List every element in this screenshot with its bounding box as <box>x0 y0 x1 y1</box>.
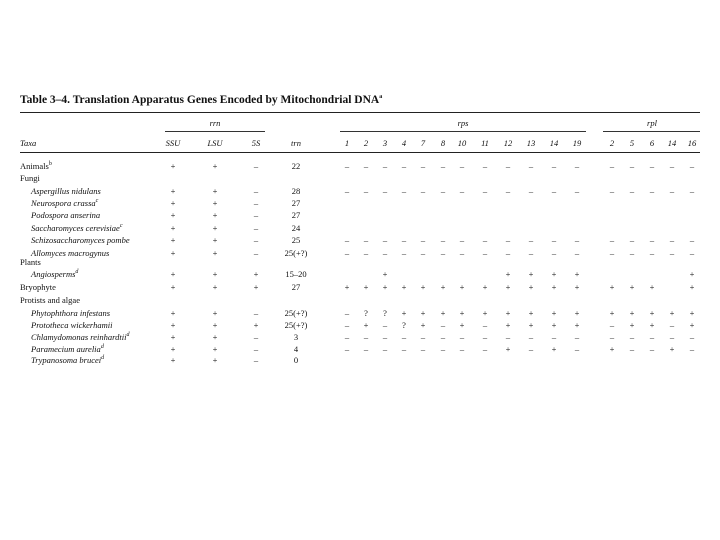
cell-ssu: + <box>170 235 176 245</box>
cell-5s: – <box>253 198 259 208</box>
cell-rps: + <box>401 282 407 292</box>
header-rule <box>20 152 700 153</box>
cell-rps: – <box>528 248 534 258</box>
cell-rps: + <box>551 320 557 330</box>
cell-rps: + <box>382 282 388 292</box>
cell-rps: + <box>505 344 511 354</box>
cell-rps: + <box>459 308 465 318</box>
group-rule-rpl <box>603 131 700 132</box>
cell-rpl: – <box>649 344 655 354</box>
taxon-label <box>31 211 100 220</box>
cell-rpl: + <box>669 308 675 318</box>
cell-rpl: – <box>669 235 675 245</box>
header-rps-2: 2 <box>363 138 369 148</box>
cell-lsu: + <box>212 223 218 233</box>
header-rps-19: 19 <box>572 138 582 148</box>
cell-ssu: + <box>170 320 176 330</box>
cell-ssu: + <box>170 282 176 292</box>
cell-lsu: + <box>212 210 218 220</box>
cell-trn: 15–20 <box>285 269 307 279</box>
cell-rpl: + <box>629 308 635 318</box>
header-rps-1: 1 <box>344 138 350 148</box>
cell-trn: 22 <box>291 161 301 171</box>
cell-rps: + <box>574 320 580 330</box>
cell-rpl: – <box>609 248 615 258</box>
cell-lsu: + <box>212 161 218 171</box>
title-footnote-mark: a <box>379 94 383 101</box>
cell-5s: – <box>253 235 259 245</box>
cell-trn: 25(+?) <box>284 320 308 330</box>
taxon-name: Allomyces macrogynus <box>31 248 110 258</box>
cell-rps: – <box>382 235 388 245</box>
taxon-name: Protists and algae <box>20 295 80 305</box>
header-ssu: SSU <box>165 138 181 148</box>
cell-rps: – <box>459 344 465 354</box>
cell-5s: – <box>253 161 259 171</box>
cell-rps: – <box>551 186 557 196</box>
group-label-rpl: rpl <box>647 118 657 128</box>
cell-lsu: + <box>212 235 218 245</box>
cell-ssu: + <box>170 355 176 365</box>
taxon-label <box>31 356 104 365</box>
cell-rps: – <box>344 344 350 354</box>
taxon-name: Bryophyte <box>20 282 56 292</box>
cell-rpl: – <box>609 186 615 196</box>
cell-rpl: – <box>629 332 635 342</box>
header-rps-8: 8 <box>440 138 446 148</box>
cell-rpl: + <box>609 282 615 292</box>
footnote-mark: d <box>100 344 104 351</box>
cell-rpl: – <box>649 186 655 196</box>
cell-rps: – <box>482 320 488 330</box>
cell-rps: + <box>482 282 488 292</box>
cell-ssu: + <box>170 161 176 171</box>
cell-rps: – <box>528 186 534 196</box>
cell-rpl: + <box>649 282 655 292</box>
cell-rps: + <box>528 282 534 292</box>
cell-rpl: – <box>669 332 675 342</box>
top-rule <box>20 112 700 113</box>
cell-5s: – <box>253 248 259 258</box>
cell-lsu: + <box>212 355 218 365</box>
taxon-name: Aspergillus nidulans <box>31 186 101 196</box>
cell-rps: + <box>482 308 488 318</box>
header-rpl-16: 16 <box>687 138 697 148</box>
cell-rps: – <box>574 248 580 258</box>
cell-rps: – <box>382 320 388 330</box>
cell-rps: + <box>420 320 426 330</box>
cell-rps: – <box>528 235 534 245</box>
taxon-name: Plants <box>20 257 41 267</box>
cell-rpl: + <box>649 308 655 318</box>
cell-rps: + <box>528 269 534 279</box>
taxon-label <box>20 162 52 171</box>
cell-lsu: + <box>212 186 218 196</box>
cell-ssu: + <box>170 210 176 220</box>
cell-trn: 27 <box>291 282 301 292</box>
group-rule-rps <box>340 131 586 132</box>
cell-rps: + <box>344 282 350 292</box>
footnote-mark: c <box>95 198 99 205</box>
taxon-label <box>31 224 123 233</box>
cell-rps: – <box>482 344 488 354</box>
cell-rps: + <box>574 308 580 318</box>
cell-lsu: + <box>212 198 218 208</box>
cell-rps: + <box>420 282 426 292</box>
taxon-label <box>31 309 110 318</box>
cell-rps: – <box>382 161 388 171</box>
taxon-label <box>31 236 130 245</box>
cell-5s: + <box>253 282 259 292</box>
header-5s: 5S <box>251 138 261 148</box>
footnote-mark: c <box>119 223 123 230</box>
header-rps-7: 7 <box>420 138 426 148</box>
taxon-label <box>31 345 104 354</box>
cell-rpl: + <box>689 269 695 279</box>
cell-rps: – <box>440 161 446 171</box>
cell-rps: – <box>459 235 465 245</box>
cell-5s: – <box>253 355 259 365</box>
taxon-name: Prototheca wickerhamii <box>31 320 113 330</box>
cell-rps: – <box>551 161 557 171</box>
cell-rps: + <box>459 320 465 330</box>
cell-rpl: + <box>689 282 695 292</box>
cell-rps: – <box>482 161 488 171</box>
cell-rpl: – <box>669 320 675 330</box>
taxon-name: Angiosperms <box>31 269 76 279</box>
cell-rps: + <box>574 282 580 292</box>
taxon-name: Schizosaccharomyces pombe <box>31 235 130 245</box>
cell-rps: + <box>505 308 511 318</box>
cell-ssu: + <box>170 186 176 196</box>
cell-ssu: + <box>170 198 176 208</box>
cell-rpl: – <box>629 235 635 245</box>
table-caption: Translation Apparatus Genes Encoded by Mitochondrial DNA <box>72 94 380 106</box>
header-rps-11: 11 <box>481 138 489 148</box>
cell-rps: + <box>401 308 407 318</box>
cell-rps: + <box>505 320 511 330</box>
cell-rps: – <box>420 248 426 258</box>
cell-rps: – <box>382 186 388 196</box>
cell-rps: + <box>440 308 446 318</box>
cell-rps: + <box>363 320 369 330</box>
cell-trn: 24 <box>291 223 301 233</box>
cell-rps: + <box>440 282 446 292</box>
header-rps-14: 14 <box>549 138 559 148</box>
cell-ssu: + <box>170 223 176 233</box>
cell-rpl: + <box>689 320 695 330</box>
cell-rps: + <box>551 269 557 279</box>
header-trn: trn <box>291 138 301 148</box>
header-taxa: Taxa <box>20 138 37 148</box>
cell-ssu: + <box>170 344 176 354</box>
cell-rps: – <box>505 161 511 171</box>
cell-rps: – <box>482 186 488 196</box>
cell-rps: – <box>344 186 350 196</box>
cell-5s: – <box>253 223 259 233</box>
cell-rps: – <box>459 161 465 171</box>
cell-rps: – <box>505 235 511 245</box>
cell-rps: + <box>528 320 534 330</box>
header-rps-13: 13 <box>526 138 536 148</box>
cell-rps: + <box>505 269 511 279</box>
cell-rps: – <box>528 161 534 171</box>
cell-ssu: + <box>170 248 176 258</box>
cell-rps: – <box>574 344 580 354</box>
cell-trn: 3 <box>293 332 299 342</box>
cell-rps: – <box>574 161 580 171</box>
cell-rps: – <box>363 235 369 245</box>
cell-trn: 25 <box>291 235 301 245</box>
cell-lsu: + <box>212 344 218 354</box>
cell-trn: 27 <box>291 198 301 208</box>
cell-rps: – <box>574 235 580 245</box>
header-rpl-5: 5 <box>629 138 635 148</box>
cell-rps: – <box>420 332 426 342</box>
cell-rpl: – <box>689 344 695 354</box>
cell-rps: – <box>363 332 369 342</box>
category-label <box>20 258 41 267</box>
taxon-name: Paramecium aurelia <box>31 344 101 354</box>
cell-rpl: – <box>689 248 695 258</box>
cell-rps: + <box>528 308 534 318</box>
taxon-name: Saccharomyces cerevisiae <box>31 223 120 233</box>
footnote-mark: b <box>48 161 52 168</box>
cell-rps: – <box>382 248 388 258</box>
cell-5s: – <box>253 344 259 354</box>
cell-rps: – <box>344 308 350 318</box>
footnote-mark: d <box>126 332 130 339</box>
cell-rpl: – <box>649 235 655 245</box>
cell-lsu: + <box>212 248 218 258</box>
cell-rps: – <box>459 248 465 258</box>
cell-rps: – <box>482 248 488 258</box>
cell-rps: – <box>505 332 511 342</box>
cell-trn: 0 <box>293 355 299 365</box>
cell-rpl: + <box>649 320 655 330</box>
cell-rps: – <box>440 248 446 258</box>
cell-rps: – <box>382 344 388 354</box>
cell-rps: – <box>574 332 580 342</box>
cell-rps: – <box>420 235 426 245</box>
taxon-name: Chlamydomonas reinhardtii <box>31 332 127 342</box>
header-rps-10: 10 <box>457 138 467 148</box>
cell-rps: – <box>401 344 407 354</box>
cell-trn: 28 <box>291 186 301 196</box>
header-rpl-6: 6 <box>649 138 655 148</box>
cell-rpl: + <box>629 320 635 330</box>
cell-rps: ? <box>402 320 406 330</box>
header-rps-4: 4 <box>401 138 407 148</box>
cell-rpl: – <box>649 248 655 258</box>
cell-rpl: – <box>669 186 675 196</box>
cell-rps: – <box>363 161 369 171</box>
cell-rps: – <box>528 332 534 342</box>
cell-rps: – <box>440 235 446 245</box>
cell-trn: 27 <box>291 210 301 220</box>
cell-rps: – <box>363 344 369 354</box>
taxon-name: Animals <box>20 161 49 171</box>
cell-rps: – <box>505 186 511 196</box>
cell-trn: 4 <box>293 344 299 354</box>
table-number: Table 3–4. <box>20 94 71 106</box>
cell-lsu: + <box>212 332 218 342</box>
cell-rps: – <box>420 344 426 354</box>
group-rule-rrn <box>165 131 265 132</box>
taxon-label <box>31 321 112 330</box>
cell-ssu: + <box>170 332 176 342</box>
cell-rps: – <box>440 320 446 330</box>
taxon-name: Phytophthora infestans <box>31 308 111 318</box>
cell-rpl: – <box>609 332 615 342</box>
cell-rpl: + <box>629 282 635 292</box>
cell-rps: – <box>401 186 407 196</box>
cell-rps: – <box>459 186 465 196</box>
cell-rpl: + <box>689 308 695 318</box>
cell-rpl: – <box>649 332 655 342</box>
cell-rps: – <box>344 161 350 171</box>
cell-rps: – <box>363 248 369 258</box>
cell-5s: – <box>253 332 259 342</box>
taxon-label <box>20 283 56 292</box>
cell-rps: – <box>551 248 557 258</box>
cell-rps: – <box>344 320 350 330</box>
cell-rpl: + <box>609 344 615 354</box>
group-label-rrn: rrn <box>209 118 221 128</box>
taxon-name: Podospora anserina <box>31 210 101 220</box>
cell-5s: + <box>253 320 259 330</box>
taxon-label <box>31 187 101 196</box>
cell-rps: – <box>344 248 350 258</box>
cell-rps: – <box>344 332 350 342</box>
cell-rpl: – <box>689 161 695 171</box>
cell-rpl: – <box>649 161 655 171</box>
category-label <box>20 174 40 183</box>
cell-rpl: – <box>629 186 635 196</box>
header-rps-12: 12 <box>503 138 513 148</box>
cell-rpl: – <box>669 161 675 171</box>
taxon-label <box>31 199 98 208</box>
cell-rps: – <box>440 186 446 196</box>
cell-5s: – <box>253 308 259 318</box>
taxon-name: Trypanosoma brucei <box>31 355 102 365</box>
cell-5s: – <box>253 186 259 196</box>
cell-rps: – <box>459 332 465 342</box>
cell-rpl: – <box>629 161 635 171</box>
cell-rps: ? <box>383 308 387 318</box>
cell-lsu: + <box>212 320 218 330</box>
cell-rps: – <box>401 161 407 171</box>
cell-rps: – <box>401 235 407 245</box>
cell-rpl: + <box>669 344 675 354</box>
cell-rps: + <box>459 282 465 292</box>
cell-rps: – <box>482 332 488 342</box>
cell-rps: + <box>420 308 426 318</box>
cell-rps: – <box>344 235 350 245</box>
taxon-name: Neurospora crassa <box>31 198 96 208</box>
cell-rps: – <box>401 332 407 342</box>
cell-rps: + <box>382 269 388 279</box>
cell-rps: – <box>420 161 426 171</box>
cell-rps: – <box>363 186 369 196</box>
cell-rps: – <box>420 186 426 196</box>
cell-rps: – <box>401 248 407 258</box>
cell-trn: 25(+?) <box>284 308 308 318</box>
cell-lsu: + <box>212 269 218 279</box>
header-rps-3: 3 <box>382 138 388 148</box>
cell-rpl: – <box>669 248 675 258</box>
cell-rpl: – <box>629 248 635 258</box>
footnote-mark: d <box>75 269 79 276</box>
cell-rpl: + <box>609 308 615 318</box>
cell-rps: – <box>551 332 557 342</box>
cell-rps: – <box>551 235 557 245</box>
cell-rpl: – <box>609 161 615 171</box>
cell-rps: + <box>551 344 557 354</box>
cell-rps: + <box>551 282 557 292</box>
cell-rps: – <box>440 332 446 342</box>
header-rpl-14: 14 <box>667 138 677 148</box>
cell-rpl: – <box>629 344 635 354</box>
taxon-label <box>31 249 109 258</box>
cell-5s: – <box>253 210 259 220</box>
group-label-rps: rps <box>457 118 469 128</box>
footnote-mark: d <box>101 355 105 362</box>
taxon-label <box>31 270 78 279</box>
header-rpl-2: 2 <box>609 138 615 148</box>
cell-lsu: + <box>212 282 218 292</box>
cell-5s: + <box>253 269 259 279</box>
cell-rps: – <box>382 332 388 342</box>
category-label <box>20 296 80 305</box>
cell-rpl: – <box>689 332 695 342</box>
cell-trn: 25(+?) <box>284 248 308 258</box>
cell-lsu: + <box>212 308 218 318</box>
cell-rpl: – <box>689 186 695 196</box>
taxon-label <box>31 333 129 342</box>
cell-rps: – <box>574 186 580 196</box>
cell-rps: + <box>574 269 580 279</box>
cell-rpl: – <box>609 235 615 245</box>
cell-ssu: + <box>170 269 176 279</box>
table-title <box>20 94 382 106</box>
cell-rps: – <box>505 248 511 258</box>
cell-rps: + <box>363 282 369 292</box>
header-lsu: LSU <box>207 138 223 148</box>
cell-rpl: – <box>689 235 695 245</box>
cell-rpl: – <box>609 320 615 330</box>
cell-rps: ? <box>364 308 368 318</box>
cell-rps: – <box>440 344 446 354</box>
cell-rps: – <box>528 344 534 354</box>
cell-rps: + <box>505 282 511 292</box>
cell-ssu: + <box>170 308 176 318</box>
cell-rps: – <box>482 235 488 245</box>
taxon-name: Fungi <box>20 173 40 183</box>
cell-rps: + <box>551 308 557 318</box>
